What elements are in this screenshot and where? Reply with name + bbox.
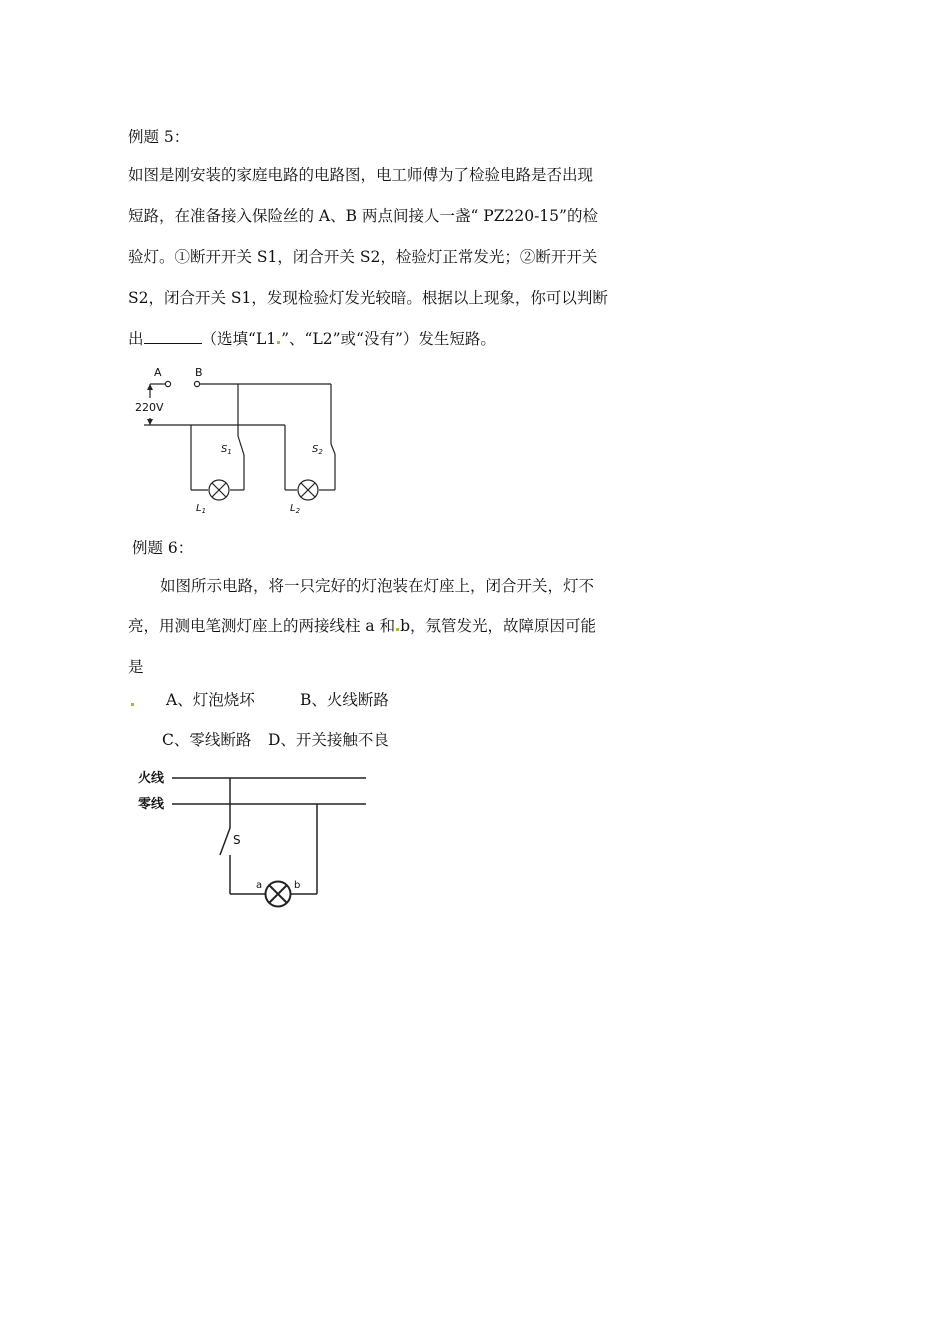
line-part-a: 亮，用测电笔测灯座上的两接线柱 a 和 [128,617,396,635]
label-neutral-wire: 零线 [138,797,165,812]
line-prefix: 出 [128,330,144,348]
example-6-text-line-2 [128,616,596,636]
example-5-circuit-diagram [130,362,350,517]
switch-s1-blade [238,436,244,455]
option-c: C、零线断路 [162,731,252,749]
terminal-a-icon [165,381,170,386]
label-s1: $S_1$ [221,444,232,456]
lamp-l1-icon [209,480,229,500]
switch-s2-blade [331,444,335,454]
switch-s-blade [220,828,230,855]
label-live-wire: 火线 [138,771,165,786]
label-terminal-a: a [256,880,263,891]
example-5-text-line-1: 如图是刚安装的家庭电路的电路图，电工师傅为了检验电路是否出现 [128,166,594,184]
example-6-heading: 例题 6： [132,539,194,557]
label-s2: $S_2$ [312,444,323,456]
stray-dot [396,628,399,631]
example-6-circuit-diagram [130,762,380,912]
label-terminal-b: b [294,880,301,891]
voltage-arrow-up-icon [147,384,153,390]
lamp-l2-icon [298,480,318,500]
example-5-text-line-2: 短路，在准备接入保险丝的 A、B 两点间接人一盏“ PZ220-15”的检 [128,207,598,225]
example-5-text-line-4: S2，闭合开关 S1，发现检验灯发光较暗。根据以上现象，你可以判断 [128,289,608,307]
answer-blank[interactable] [144,329,202,344]
example-5-text-line-5 [128,329,496,349]
label-b: B [195,366,203,379]
stray-dot [277,341,280,344]
label-220v: 220V [135,401,164,414]
line-suffix-b: ”、“L2”或“没有”）发生短路。 [281,330,496,348]
label-a: A [154,366,162,379]
example-6-text-line-1: 如图所示电路，将一只完好的灯泡装在灯座上，闭合开关，灯不 [160,577,595,595]
option-a: A、灯泡烧坏 [166,691,255,709]
example-6-text-line-3: 是 [128,658,144,676]
example-5-text-line-3: 验灯。①断开开关 S1，闭合开关 S2，检验灯正常发光；②断开开关 [128,248,598,266]
line-suffix-a: （选填“L1 [201,330,277,348]
lamp-icon [266,882,291,907]
terminal-b-icon [194,381,199,386]
stray-dot-marker [131,703,134,706]
label-l1: $L_1$ [196,503,207,515]
label-switch-s: S [233,833,241,847]
example-5-heading: 例题 5： [128,128,190,146]
label-l2: $L_2$ [290,503,301,515]
line-part-b: b，氖管发光，故障原因可能 [400,617,597,635]
option-b: B、火线断路 [300,691,389,709]
option-d: D、开关接触不良 [268,731,389,749]
voltage-arrow-down-icon [147,419,153,425]
